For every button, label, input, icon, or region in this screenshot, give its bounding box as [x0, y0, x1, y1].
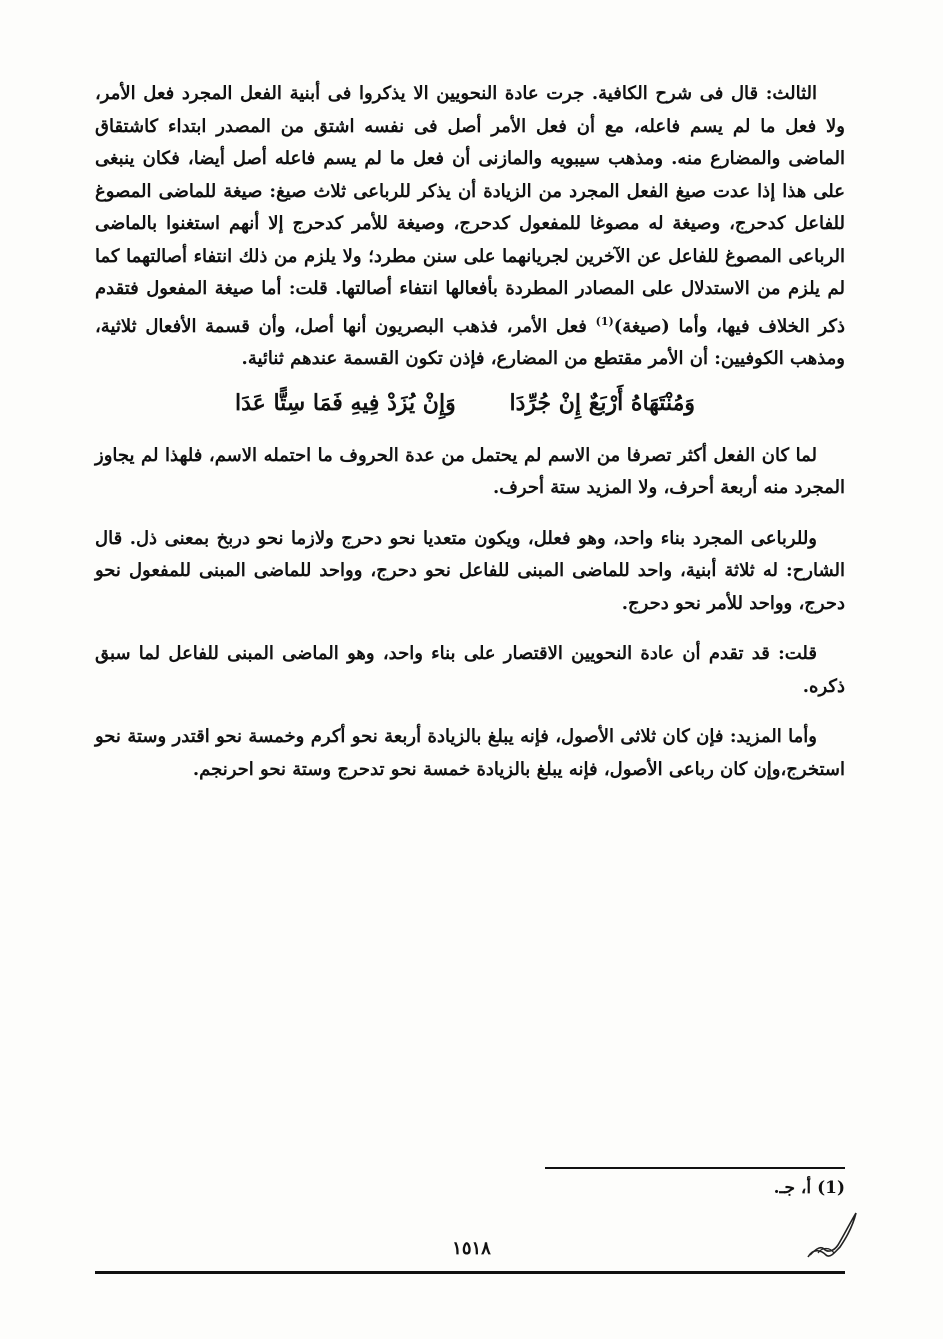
paragraph-mazid: وأما المزيد: فإن كان ثلاثى الأصول، فإنه يبلغ بالزيادة أربعة نحو أكرم وخمسة نحو اقتدر وستة نحو استخرج،وإن كان رباعى الأصول، فإنه يبلغ بالزيادة خمسة نحو تدحرج وستة نحو احرنجم. [95, 726, 845, 780]
bottom-rule [95, 1271, 845, 1274]
page-number: ١٥١٨ [452, 1238, 491, 1259]
verse-first-hemistich: وَمُنْتَهَاهُ أَرْبَعٌ إِنْ جُرِّدَا [509, 389, 695, 416]
paragraph-commentary: لما كان الفعل أكثر تصرفا من الاسم لم يحتمل من عدة الحروف ما احتمله الاسم، فلهذا لم يجاوز المجرد منه أربعة أحرف، ولا المزيد ستة أحرف. [95, 444, 845, 498]
footnote: (1) أ، جـ. [773, 1178, 845, 1198]
paragraph-rubai: وللرباعى المجرد بناء واحد، وهو فعلل، ويكون متعديا نحو دحرج ولازما نحو دربخ بمعنى ذل. قال الشارح: له ثلاثة أبنية، واحد للماضى المبنى للفاعل نحو دحرج، وواحد للماضى المبنى للمفعول نحو دحرج، وواحد للأمر نحو دحرج. [95, 527, 845, 614]
footnote-marker: (1) [595, 314, 614, 328]
paragraph-al-thalith [95, 78, 845, 376]
verse-line [95, 380, 845, 436]
paragraph-text: الثالث: قال فى شرح الكافية. جرت عادة النحويين الا يذكروا فى أبنية الفعل المجرد فعل الأمر، ولا فعل ما لم يسم فاعله، مع أن فعل الأمر أصل فى نفسه اشتق من المصدر ابتداء كاشتقاق الماضى والمضارع منه. ومذهب سيبويه والمازنى أن فعل ما لم يسم فاعله أصل أيضا، فكان ينبغى على هذا إذا عدت صيغ الفعل المجرد من الزيادة أن يذكر للرباعى ثلاث صيغ: صيغة للماضى المصوغ للفاعل كدحرج، وصيغة له مصوغا للمفعول كدحرج، وصيغة للأمر كدحرج إلا أنهم استغنوا بالماضى الرباعى المصوغ للفاعل عن الآخرين لجريانهما على سنن مطرد؛ ولا يلزم من ذلك انتفاء أصالتهما كما لم يلزم من الاستدلال على المصادر المطردة بأفعالها انتفاء أصالتها. قلت: أما صيغة المفعول فتقدم ذكر الخلاف فيها، وأما (صيغة) [95, 83, 845, 337]
paragraph-text-continued: فعل الأمر، فذهب البصريون أنها أصل، وأن قسمة الأفعال ثلاثية، ومذهب الكوفيين: أن الأمر مقتطع من المضارع، فإذن تكون القسمة عندهم ثنائية. [95, 315, 845, 369]
footnote-divider [545, 1167, 845, 1169]
verse-second-hemistich: وَإِنْ يُزَدْ فِيهِ فَمَا سِتًّا عَدَا [235, 389, 456, 416]
page-body [95, 78, 845, 786]
paragraph-qultu: قلت: قد تقدم أن عادة النحويين الاقتصار على بناء واحد، وهو الماضى المبنى للفاعل لما سبق ذكره. [95, 643, 845, 697]
